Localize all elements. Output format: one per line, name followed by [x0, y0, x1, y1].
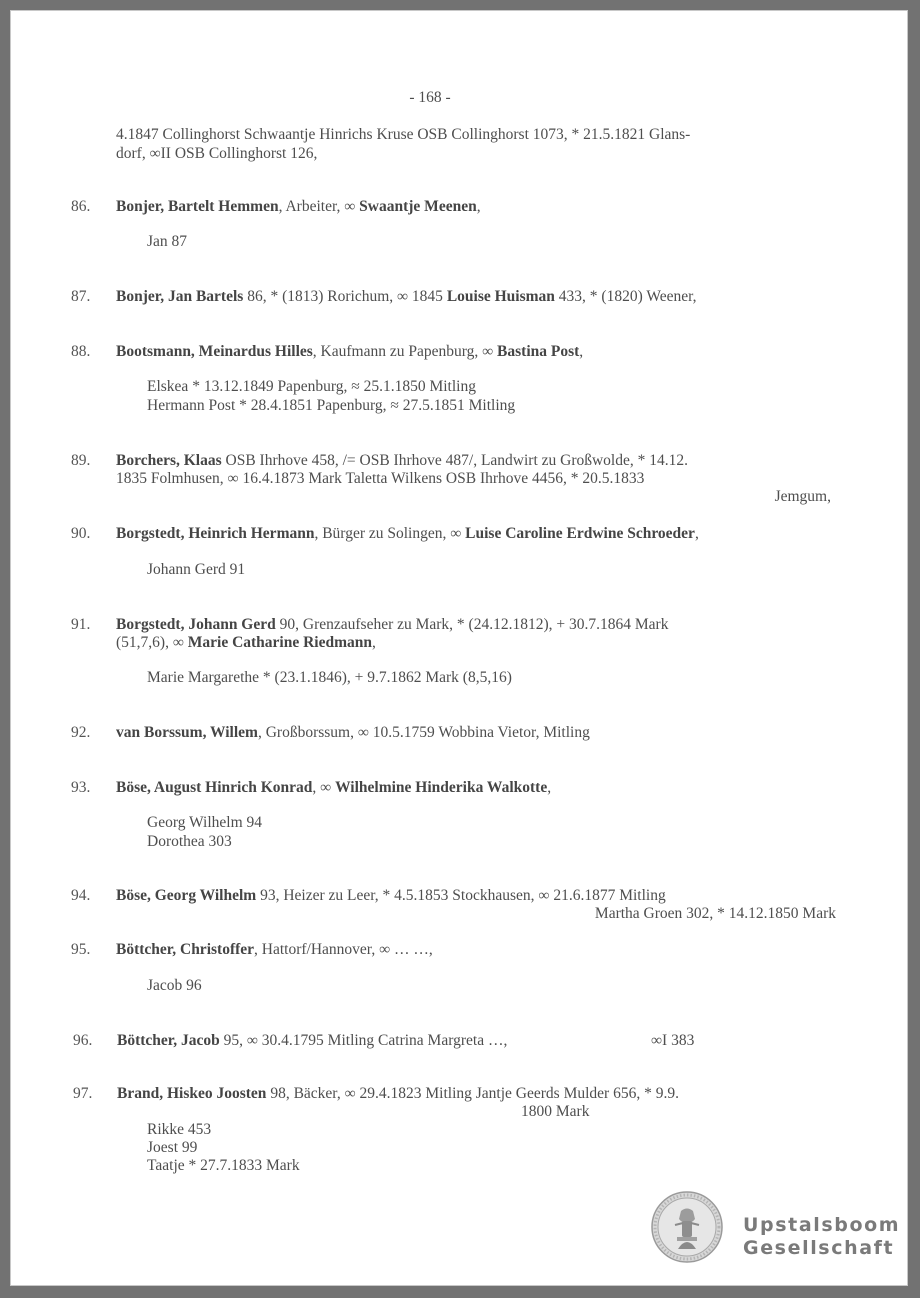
entry-head [116, 941, 433, 959]
entry-line-2: 1800 Mark [521, 1103, 590, 1120]
entry-text: OSB Ihrhove 458, /= OSB Ihrhove 487/, Landwirt zu Großwolde, * 14.12. [221, 452, 688, 469]
entry-name: Bonjer, Bartelt Hemmen [116, 198, 279, 215]
entry-number: 89. [71, 452, 91, 469]
page-number: - 168 - [409, 89, 451, 106]
continuation-line-2: dorf, ∞II OSB Collinghorst 126, [116, 145, 318, 162]
entry-text: 86, * (1813) Rorichum, ∞ 1845 [243, 288, 447, 305]
entry-text: , Bürger zu Solingen, ∞ [314, 525, 466, 542]
entry-text: 95, ∞ 30.4.1795 Mitling Catrina Margreta …, [219, 1032, 508, 1049]
entry-text: , Großborssum, ∞ 10.5.1759 Wobbina Vietor, Mitling [257, 724, 590, 741]
logo-text [743, 1214, 900, 1260]
entry-line-3: Jemgum, [774, 488, 831, 505]
entry-name: Böttcher, Christoffer [116, 941, 255, 958]
entry-text: 93, Heizer zu Leer, * 4.5.1853 Stockhausen, ∞ 21.6.1877 Mitling [256, 887, 666, 904]
entry-spouse: Swaantje Meenen [359, 198, 477, 215]
entry-number: 86. [71, 198, 91, 215]
entry-text: , [694, 525, 699, 542]
entry-text: , [476, 198, 481, 215]
entry-name: Böttcher, Jacob [117, 1032, 220, 1049]
child-line: Marie Margarethe * (23.1.1846), + 9.7.1862 Mark (8,5,16) [147, 669, 512, 686]
entry-prefix: van [116, 724, 144, 741]
continuation-line-1: 4.1847 Collinghorst Schwaantje Hinrichs Kruse OSB Collinghorst 1073, * 21.5.1821 Glans- [116, 126, 691, 143]
entry-number: 87. [71, 288, 91, 305]
entry-name: Bonjer, Jan Bartels [116, 288, 244, 305]
entry-number: 94. [71, 887, 91, 904]
entry-spouse: Luise Caroline Erdwine Schroeder [465, 525, 695, 542]
entry-number: 96. [73, 1032, 93, 1049]
entry-text: 433, * (1820) Weener, [554, 288, 697, 305]
logo-line-1: Upstalsboom [743, 1214, 901, 1236]
entry-name: Böse, August Hinrich Konrad [116, 779, 313, 796]
entry-number: 97. [73, 1085, 93, 1102]
child-line: Dorothea 303 [147, 833, 232, 850]
entry-line-2 [116, 634, 376, 652]
entry-spouse: Wilhelmine Hinderika Walkotte [335, 779, 548, 796]
child-line: Joest 99 [147, 1139, 198, 1156]
child-line: Rikke 453 [147, 1121, 212, 1138]
entry-name: Brand, Hiskeo Joosten [117, 1085, 267, 1102]
entry-name: Borgstedt, Heinrich Hermann [116, 525, 315, 542]
entry-text: , ∞ [312, 779, 336, 796]
document-page [10, 10, 908, 1286]
entry-text: , [547, 779, 552, 796]
entry-text: , [372, 634, 376, 651]
child-line: Johann Gerd 91 [147, 561, 246, 578]
entry-text: 90, Grenzaufseher zu Mark, * (24.12.1812), + 30.7.1864 Mark [275, 616, 669, 633]
entry-head [117, 1032, 507, 1050]
entry-number: 90. [71, 525, 91, 542]
entry-head [117, 1085, 679, 1103]
entry-head [116, 343, 583, 361]
entry-text: , [579, 343, 584, 360]
child-line: Hermann Post * 28.4.1851 Papenburg, ≈ 27.5.1851 Mitling [147, 397, 516, 414]
entry-number: 92. [71, 724, 91, 741]
child-line: Elskea * 13.12.1849 Papenburg, ≈ 25.1.1850 Mitling [147, 378, 476, 395]
child-line: Taatje * 27.7.1833 Mark [147, 1157, 300, 1174]
logo-line-2: Gesellschaft [743, 1237, 895, 1259]
entry-text: 98, Bäcker, ∞ 29.4.1823 Mitling Jantje Geerds Mulder 656, * 9.9. [266, 1085, 679, 1102]
child-line: Jan 87 [147, 233, 188, 250]
child-line: Georg Wilhelm 94 [147, 814, 263, 831]
entry-spouse: Marie Catharine Riedmann [187, 634, 373, 651]
child-line: Jacob 96 [147, 977, 202, 994]
entry-text: , Kaufmann zu Papenburg, ∞ [312, 343, 498, 360]
entry-head [116, 288, 697, 306]
entry-text: , Hattorf/Hannover, ∞ … …, [254, 941, 433, 958]
entry-spouse: Louise Huisman [446, 288, 555, 305]
entry-name: Böse, Georg Wilhelm [116, 887, 257, 904]
entry-head [116, 616, 668, 634]
entry-number: 93. [71, 779, 91, 796]
entry-text: (51,7,6), ∞ [116, 634, 188, 651]
entry-number: 88. [71, 343, 91, 360]
entry-number: 95. [71, 941, 91, 958]
entry-head [116, 452, 688, 470]
entry-number: 91. [71, 616, 91, 633]
entry-name: Bootsmann, Meinardus Hilles [116, 343, 313, 360]
entry-name: Borgstedt, Johann Gerd [116, 616, 276, 633]
entry-head [116, 724, 590, 742]
entry-head [116, 887, 666, 905]
entry-name: Borchers, Klaas [116, 452, 222, 469]
entry-line-2: Martha Groen 302, * 14.12.1850 Mark [594, 905, 836, 922]
entry-extra: ∞I 383 [651, 1032, 695, 1049]
entry-head [116, 525, 699, 543]
seal-icon [651, 1191, 723, 1263]
entry-line-2: 1835 Folmhusen, ∞ 16.4.1873 Mark Taletta Wilkens OSB Ihrhove 4456, * 20.5.1833 [116, 470, 645, 487]
entry-name: Borssum, Willem [144, 724, 258, 741]
entry-head [116, 198, 481, 216]
entry-text: , Arbeiter, ∞ [278, 198, 360, 215]
entry-head [116, 779, 551, 797]
entry-spouse: Bastina Post [497, 343, 580, 360]
